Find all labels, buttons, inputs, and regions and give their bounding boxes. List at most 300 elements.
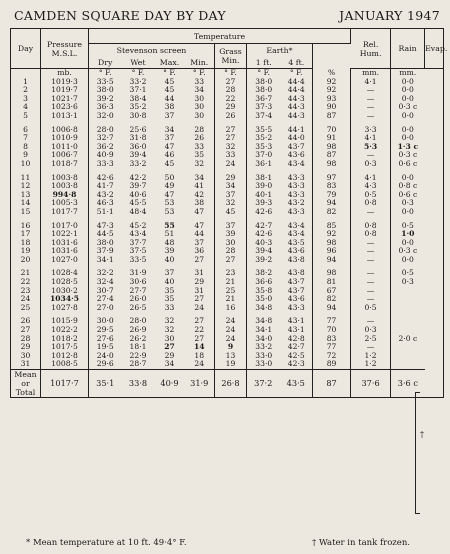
cell-dry: 36·3 [96,102,114,112]
table-row [11,360,444,369]
cell-pressure: 1003·8 [41,174,89,183]
cell-earth-1ft: 33·0 [255,350,273,360]
cell-min: 24 [185,360,215,369]
cell-rain: 4·3 [351,182,391,191]
cell-max: 40 [164,254,175,264]
cell-wet: 26·5 [129,302,147,312]
cell-evap: 0·0 [401,124,414,134]
cell-grass: 37 [215,222,247,231]
cell-earth-1ft: 35·8 [255,285,273,295]
cell-day: 1 [11,78,41,87]
cell-grass: 13 [215,352,247,361]
cell-max: 27 [164,342,175,352]
cell-rain: 5·3 [351,143,391,152]
cell-dry: 27·0 [96,302,114,312]
col-temperature: Temperature [89,29,351,44]
cell-rain: 0·5 [351,191,391,200]
col-stevenson: Stevenson screen [89,44,215,57]
cell-dry: 43·2 [96,189,114,199]
cell-evap: 1·0 [401,229,415,239]
cell-earth-4ft: 43·3 [281,208,313,217]
cell-max: 35 [164,294,175,304]
cell-min: 18 [185,352,215,361]
cell-humidity: 94 [313,256,351,265]
table-row [11,208,444,217]
cell-humidity: 72 [313,352,351,361]
cell-day: 16 [11,222,41,231]
unit-max: ° F. [163,68,176,77]
mean-min: 31·9 [185,370,215,398]
cell-max: 34 [164,124,175,134]
cell-dry: 41·7 [96,181,114,191]
unit-grass: ° F. [215,69,247,78]
cell-humidity: 94 [313,199,351,208]
cell-humidity: 91 [313,134,351,143]
cell-day: 27 [11,326,41,335]
cell-earth-1ft: 33·0 [255,359,273,369]
cell-day: 22 [11,278,41,287]
cell-pressure: 1018·2 [41,335,89,344]
cell-min: 37 [185,239,215,248]
cell-min: 30 [185,103,215,112]
cell-min: 33 [185,143,215,152]
cell-wet: 42·2 [129,172,147,182]
cell-day: 19 [11,247,41,256]
unit-hum: % [313,69,351,78]
cell-evap [391,295,425,304]
cell-wet: 37·5 [129,246,147,256]
cell-grass: 24 [215,335,247,344]
table-row [11,112,444,121]
cell-dry: 32·0 [96,110,114,120]
col-dry: Dry [89,56,122,69]
footnote-water-frozen: † Water in tank frozen. [312,538,410,548]
cell-day: 20 [11,256,41,265]
table-row [11,256,444,265]
mean-dry: 35·1 [89,370,122,398]
cell-evap: 0·8 c [398,181,418,191]
cell-wet: 37·1 [129,85,147,95]
cell-earth-1ft: 42·6 [255,206,273,216]
cell-grass: 24 [215,326,247,335]
cell-earth-4ft: 43·5 [281,239,313,248]
cell-pressure: 994·8 [41,191,89,200]
cell-pressure: 1022·2 [41,326,89,335]
cell-grass: 29 [215,103,247,112]
cell-rain: — [351,103,391,112]
cell-earth-4ft: 43·6 [281,151,313,160]
cell-pressure: 1015·9 [41,317,89,326]
cell-evap: 0·0 [401,254,414,264]
cell-earth-4ft: 42·8 [281,335,313,344]
cell-humidity: 83 [313,335,351,344]
cell-earth-4ft: 44·3 [281,112,313,121]
cell-wet: 26·0 [129,294,147,304]
cell-min: 32 [185,160,215,169]
cell-earth-4ft: 43·4 [281,160,313,169]
cell-earth-1ft: 39·2 [255,254,273,264]
cell-max: 29 [164,350,175,360]
cell-dry: 19·5 [96,342,114,352]
cell-wet: 26·9 [129,325,147,335]
cell-rain: 4·1 [351,134,391,143]
cell-dry: 39·2 [96,93,114,103]
cell-dry: 27·4 [96,294,114,304]
mean-max: 40·9 [155,370,185,398]
cell-evap: 0·3 c [398,102,418,112]
unit-1ft: ° F. [257,68,271,77]
cell-earth-4ft: 42·3 [281,360,313,369]
cell-humidity: 77 [313,317,351,326]
cell-humidity: 87 [313,151,351,160]
cell-earth-1ft: 42·6 [255,229,273,239]
cell-rain: — [351,208,391,217]
cell-earth-1ft: 35·5 [255,124,273,134]
cell-day: 8 [11,143,41,152]
cell-grass: 26 [215,112,247,121]
cell-humidity: 93 [313,95,351,104]
cell-earth-1ft: 35·0 [255,294,273,304]
unit-wet: ° F. [131,68,145,77]
cell-earth-1ft: 33·2 [255,342,273,352]
cell-evap: 0·0 [401,206,414,216]
cell-earth-1ft: 36·6 [255,277,273,287]
cell-pressure: 1010·9 [41,134,89,143]
mean-wet: 33·8 [122,370,155,398]
cell-wet: 26·2 [129,333,147,343]
cell-wet: 31·8 [129,133,147,143]
cell-grass: 21 [215,278,247,287]
cell-max: 39 [164,246,175,256]
cell-humidity: 97 [313,174,351,183]
cell-earth-4ft: 43·6 [281,247,313,256]
cell-day: 2 [11,86,41,95]
cell-dry: 46·3 [96,198,114,208]
cell-earth-1ft: 39·4 [255,246,273,256]
cell-day: 31 [11,360,41,369]
cell-max: 53 [164,206,175,216]
cell-wet: 35·2 [129,102,147,112]
cell-humidity: 96 [313,247,351,256]
cell-earth-4ft: 43·1 [281,326,313,335]
cell-evap: 0·3 c [398,150,418,160]
cell-grass: 27 [215,256,247,265]
cell-day: 29 [11,343,41,352]
cell-min: 30 [185,112,215,121]
cell-grass: 30 [215,239,247,248]
cell-pressure: 1012·8 [41,352,89,361]
cell-evap: 1·3 c [397,141,419,151]
cell-pressure: 1030·2 [41,287,89,296]
cell-earth-4ft: 43·8 [281,256,313,265]
cell-dry: 47·3 [96,220,114,230]
mean-row [11,370,444,398]
col-4ft: 4 ft. [281,56,313,69]
cell-earth-1ft: 40·1 [255,189,273,199]
cell-day: 13 [11,191,41,200]
cell-min: 29 [185,278,215,287]
table-body [11,69,444,370]
cell-wet: 45·2 [129,220,147,230]
cell-evap: 0·0 [401,76,414,86]
cell-earth-1ft: 34·8 [255,302,273,312]
cell-grass: 27 [215,126,247,135]
cell-min: 26 [185,134,215,143]
mean-rain: 37·6 [351,370,391,398]
cell-wet: 28·0 [129,316,147,326]
cell-evap: 0·5 [401,220,414,230]
cell-pressure: 1028·4 [41,269,89,278]
cell-wet: 36·0 [129,141,147,151]
cell-day: 30 [11,352,41,361]
cell-earth-1ft: 38·0 [255,76,273,86]
cell-evap: 0·6 c [398,189,418,199]
cell-pressure: 1019·3 [41,78,89,87]
cell-day: 24 [11,295,41,304]
mean-pressure: 1017·7 [41,370,89,398]
cell-max: 47 [164,189,175,199]
col-day: Day [11,29,41,69]
cell-day: 26 [11,317,41,326]
cell-earth-4ft: 43·3 [281,304,313,313]
cell-evap: 0·0 [401,110,414,120]
cell-min: 41 [185,182,215,191]
page-month: JANUARY 1947 [339,8,440,23]
cell-max: 44 [164,93,175,103]
cell-wet: 39·4 [129,150,147,160]
cell-max: 32 [164,325,175,335]
cell-earth-4ft: 44·4 [281,78,313,87]
cell-grass: 39 [215,230,247,239]
col-earth-label: Earth [266,45,289,55]
mean-earth [247,370,313,398]
cell-wet: 25·6 [129,124,147,134]
dagger-mark: † [420,430,424,439]
cell-min: 24 [185,304,215,313]
cell-earth-1ft: 34·0 [255,333,273,343]
cell-min: 34 [185,174,215,183]
cell-dry: 51·1 [96,206,114,216]
col-earth-mark: * [288,45,293,55]
cell-earth-1ft: 42·7 [255,220,273,230]
cell-pressure: 1031·6 [41,239,89,248]
cell-wet: 33·2 [129,76,147,86]
cell-grass: 21 [215,295,247,304]
cell-grass: 28 [215,247,247,256]
cell-max: 53 [164,198,175,208]
cell-dry: 32·2 [96,268,114,278]
cell-evap: 0·5 [401,268,414,278]
cell-wet: 39·7 [129,181,147,191]
cell-humidity: 94 [313,304,351,313]
cell-max: 40 [164,277,175,287]
cell-grass: 24 [215,317,247,326]
cell-humidity: 70 [313,126,351,135]
cell-evap: 0·0 [401,172,414,182]
mean-hum: 87 [313,370,351,398]
cell-max: 35 [164,285,175,295]
cell-humidity: 92 [313,86,351,95]
cell-earth-4ft: 42·5 [281,352,313,361]
cell-pressure: 1027·0 [41,256,89,265]
col-evap: Evap. [425,29,444,69]
cell-day: 15 [11,208,41,217]
col-max: Max. [155,56,185,69]
cell-day: 23 [11,287,41,296]
col-1ft: 1 ft. [247,56,281,69]
cell-rain: — [351,151,391,160]
cell-dry: 40·9 [96,150,114,160]
cell-wet: 22·9 [129,350,147,360]
cell-evap: 0·0 [401,237,414,247]
mean-evap: 3·6 c [391,370,425,398]
cell-pressure: 1003·8 [41,182,89,191]
cell-earth-1ft: 36·1 [255,158,273,168]
cell-evap [391,360,425,369]
cell-wet: 28·7 [129,359,147,369]
cell-dry: 27·6 [96,333,114,343]
cell-dry: 38·0 [96,85,114,95]
cell-earth-1ft: 34·1 [255,325,273,335]
cell-min: 31 [185,287,215,296]
evap-brace [415,392,420,514]
cell-rain: — [351,112,391,121]
cell-evap [391,287,425,296]
cell-max: 30 [164,333,175,343]
cell-earth-4ft: 44·3 [281,95,313,104]
cell-grass: 16 [215,304,247,313]
cell-rain: 0·3 [351,326,391,335]
cell-earth-1ft: 35·2 [255,133,273,143]
page-title: CAMDEN SQUARE DAY BY DAY [14,8,226,23]
cell-min: 30 [185,95,215,104]
cell-max: 33 [164,302,175,312]
page-header [14,8,440,24]
cell-earth-1ft: 39·3 [255,198,273,208]
cell-rain: — [351,278,391,287]
cell-max: 49 [164,181,175,191]
cell-humidity: 98 [313,269,351,278]
cell-earth-1ft: 40·3 [255,237,273,247]
col-wet: Wet [122,56,155,69]
cell-rain: 4·1 [351,78,391,87]
cell-evap: 0·0 [401,133,414,143]
cell-wet: 48·4 [129,206,147,216]
cell-pressure: 1006·7 [41,151,89,160]
cell-wet: 33·5 [129,254,147,264]
unit-4ft: ° F. [281,69,313,78]
cell-max: 37 [164,110,175,120]
cell-grass: 29 [215,174,247,183]
cell-min: 31 [185,269,215,278]
cell-wet: 38·4 [129,93,147,103]
cell-dry: 34·1 [96,254,114,264]
cell-earth-4ft: 43·7 [281,287,313,296]
unit-min: ° F. [185,69,215,78]
cell-earth-4ft: 43·4 [281,230,313,239]
cell-min: 38 [185,199,215,208]
cell-dry: 29·6 [96,359,114,369]
cell-rain: 1·2 [351,352,391,361]
cell-min: 27 [185,317,215,326]
table-row [11,160,444,169]
col-grass: Grass Min. [215,44,247,69]
cell-pressure: 1017·5 [41,343,89,352]
cell-rain: — [351,239,391,248]
cell-grass: 32 [215,199,247,208]
cell-day: 5 [11,112,41,121]
cell-humidity: 90 [313,103,351,112]
table-row [11,304,444,313]
cell-humidity: 87 [313,112,351,121]
cell-dry: 30·0 [96,316,114,326]
cell-evap [391,352,425,361]
cell-dry: 42·6 [96,172,114,182]
cell-rain: — [351,287,391,296]
cell-earth-4ft: 42·7 [281,343,313,352]
cell-min: 35 [185,151,215,160]
cell-day: 12 [11,182,41,191]
unit-mb: mb. [41,69,89,78]
cell-pressure: 1019·7 [41,86,89,95]
cell-earth-4ft: 43·3 [281,182,313,191]
cell-day: 21 [11,269,41,278]
cell-day: 25 [11,304,41,313]
cell-dry: 30·7 [96,285,114,295]
cell-earth-4ft: 44·4 [281,86,313,95]
cell-max: 45 [164,76,175,86]
cell-humidity: 67 [313,287,351,296]
cell-grass: 27 [215,134,247,143]
cell-earth-1ft: 38·0 [255,85,273,95]
cell-grass: 34 [215,182,247,191]
cell-wet: 40·6 [129,189,147,199]
cell-max: 32 [164,316,175,326]
cell-wet: 33·2 [129,158,147,168]
cell-pressure: 1034·5 [41,295,89,304]
cell-rain: — [351,343,391,352]
cell-earth-1ft: 37·0 [255,150,273,160]
cell-min: 36 [185,247,215,256]
cell-day: 9 [11,151,41,160]
unit-dry: ° F. [98,68,112,77]
cell-day: 6 [11,126,41,135]
cell-min: 42 [185,191,215,200]
cell-earth-4ft: 44·0 [281,134,313,143]
cell-pressure: 1028·5 [41,278,89,287]
cell-wet: 30·6 [129,277,147,287]
cell-pressure: 1021·7 [41,95,89,104]
cell-earth-4ft: 43·3 [281,191,313,200]
unit-rain: mm. [351,69,391,78]
cell-pressure: 1013·1 [41,112,89,121]
cell-earth-1ft: 37·4 [255,110,273,120]
cell-rain: — [351,247,391,256]
cell-pressure: 1031·6 [41,247,89,256]
cell-day: 7 [11,134,41,143]
cell-earth-4ft: 44·3 [281,103,313,112]
cell-evap: 0·0 [401,93,414,103]
cell-evap: 0·3 [401,277,414,287]
cell-humidity: 85 [313,222,351,231]
cell-rain: — [351,269,391,278]
cell-dry: 38·0 [96,237,114,247]
cell-grass: 25 [215,287,247,296]
col-humidity: Rel. Hum. [351,29,391,69]
cell-rain: 0·8 [351,222,391,231]
cell-pressure: 1022·1 [41,230,89,239]
cell-rain: 0·8 [351,199,391,208]
